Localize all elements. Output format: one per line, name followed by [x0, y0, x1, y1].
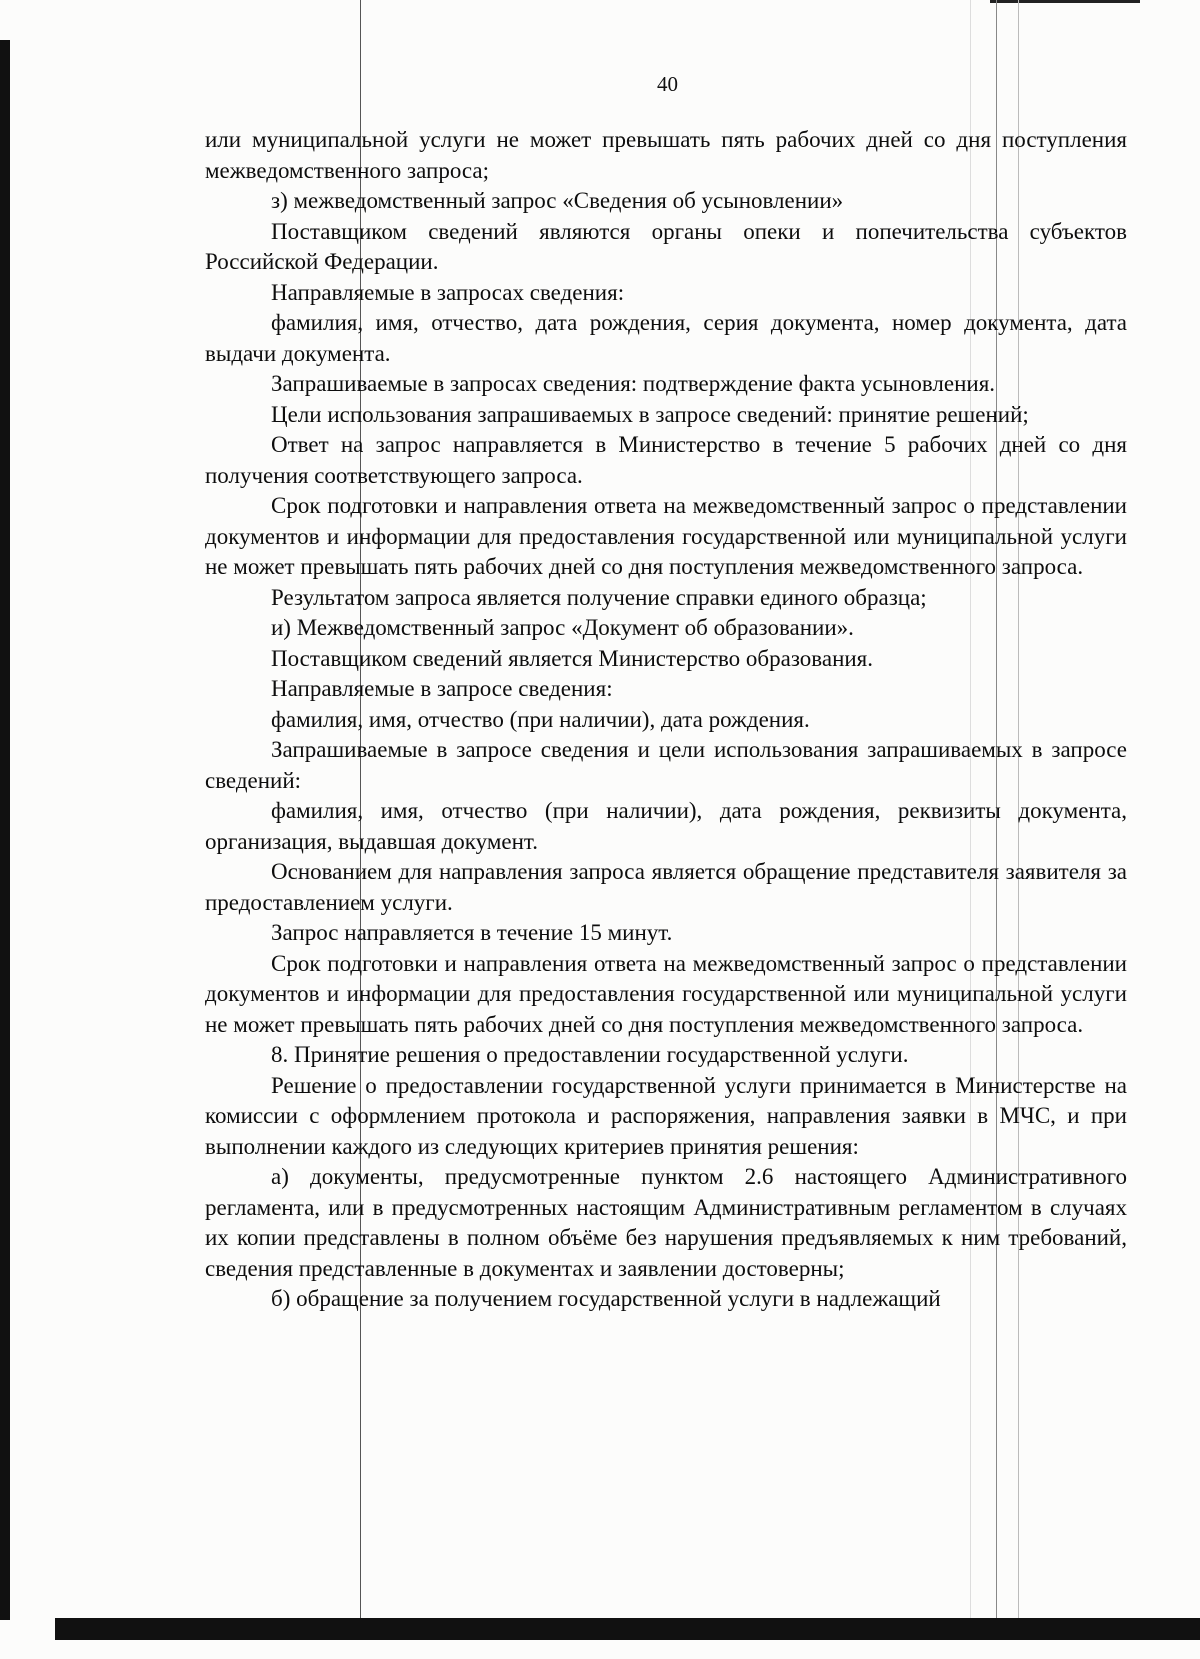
- paragraph: фамилия, имя, отчество (при наличии), дата рождения, реквизиты документа, организация, выдавшая документ.: [205, 798, 1127, 854]
- paragraph: Направляемые в запросах сведения:: [271, 279, 625, 305]
- paragraph: Поставщиком сведений является Министерство образования.: [271, 645, 874, 671]
- paragraph: з) межведомственный запрос «Сведения об усыновлении»: [271, 188, 844, 213]
- paragraph: б) обращение за получением государственной услуги в надлежащий: [271, 1286, 941, 1311]
- paragraph: 8. Принятие решения о предоставлении государственной услуги.: [271, 1042, 909, 1067]
- paragraph: и) Межведомственный запрос «Документ об образовании».: [271, 615, 854, 640]
- paragraph: Запрашиваемые в запросе сведения и цели использования запрашиваемых в запросе сведений:: [205, 737, 1127, 793]
- paragraph: Цели использования запрашиваемых в запросе сведений: принятие решений;: [271, 401, 1029, 427]
- paragraph: Запрашиваемые в запросах сведения: подтверждение факта усыновления.: [271, 371, 996, 396]
- paragraph: а) документы, предусмотренные пунктом 2.6 настоящего Административного регламента, или в предусмотренных настоящим Административным регламентом в случаях их копии представлены в полном объёме без нарушения предъявляемых к ним требований, сведения представленные в документах и заявлении достоверны;: [205, 1164, 1127, 1281]
- paragraph: Срок подготовки и направления ответа на межведомственный запрос о представлении документов и информации для предоставления государственной или муниципальной услуги не может превышать пять рабочих дней со дня поступления межведомственного запроса.: [205, 950, 1127, 1037]
- paragraph: Основанием для направления запроса является обращение представителя заявителя за предоставлением услуги.: [205, 859, 1127, 915]
- paragraph: или муниципальной услуги не может превышать пять рабочих дней со дня поступления межведомственного запроса;: [205, 127, 1127, 183]
- paragraph: Решение о предоставлении государственной услуги принимается в Министерстве на комиссии с оформлением протокола и распоряжения, направления заявки в МЧС, и при выполнении каждого из следующих критериев принятия решения:: [205, 1072, 1127, 1159]
- scan-edge-bottom: [55, 1618, 1200, 1640]
- paragraph: Запрос направляется в течение 15 минут.: [271, 920, 673, 945]
- scan-edge-top: [990, 0, 1140, 3]
- paragraph: фамилия, имя, отчество, дата рождения, серия документа, номер документа, дата выдачи документа.: [205, 310, 1127, 366]
- paragraph: фамилия, имя, отчество (при наличии), дата рождения.: [271, 706, 810, 732]
- paragraph: Срок подготовки и направления ответа на межведомственный запрос о представлении документов и информации для предоставления государственной или муниципальной услуги не может превышать пять рабочих дней со дня поступления межведомственного запроса.: [205, 493, 1127, 579]
- paragraph: Направляемые в запросе сведения:: [271, 676, 613, 701]
- paragraph: Ответ на запрос направляется в Министерство в течение 5 рабочих дней со дня получения соответствующего запроса.: [205, 432, 1127, 488]
- scan-edge-left: [0, 40, 10, 1620]
- page-number: 40: [657, 72, 678, 96]
- paragraph: Поставщиком сведений являются органы опеки и попечительства субъектов Российской Федерации.: [205, 218, 1127, 274]
- paragraph: Результатом запроса является получение справки единого образца;: [271, 584, 927, 610]
- document-body: [205, 125, 1127, 1315]
